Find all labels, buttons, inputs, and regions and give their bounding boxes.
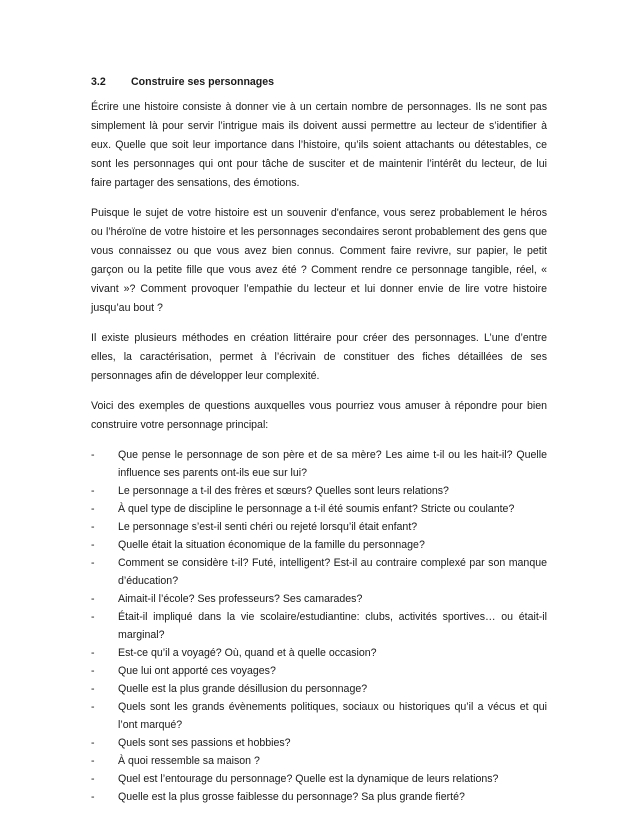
question-text: À quel type de discipline le personnage a t-il été soumis enfant? Stricte ou coulante? xyxy=(118,503,515,515)
question-text: Quels sont les grands évènements politiques, sociaux ou historiques qu’il a vécus et qui l’ont marqué? xyxy=(118,701,547,731)
list-item xyxy=(91,482,547,500)
bullet-dash: - xyxy=(91,503,95,515)
question-text: Quelle était la situation économique de la famille du personnage? xyxy=(118,539,425,551)
question-text: Quelle est la plus grande désillusion du personnage? xyxy=(118,683,368,695)
list-item xyxy=(91,500,547,518)
bullet-dash: - xyxy=(91,521,95,533)
question-text: À quoi ressemble sa maison ? xyxy=(118,755,260,767)
list-item xyxy=(91,446,547,482)
bullet-dash: - xyxy=(91,701,95,713)
section-heading xyxy=(91,73,547,92)
question-text: Est-ce qu’il a voyagé? Où, quand et à quelle occasion? xyxy=(118,647,377,659)
bullet-dash: - xyxy=(91,611,95,623)
bullet-dash: - xyxy=(91,593,95,605)
question-text: Comment se considère t-il? Futé, intelligent? Est-il au contraire complexé par son manque d’éducation? xyxy=(118,557,547,587)
question-text: Quels sont ses passions et hobbies? xyxy=(118,737,291,749)
question-text: Aimait-il l’école? Ses professeurs? Ses camarades? xyxy=(118,593,363,605)
bullet-dash: - xyxy=(91,665,95,677)
bullet-dash: - xyxy=(91,485,95,497)
list-item xyxy=(91,608,547,644)
section-title: Construire ses personnages xyxy=(131,76,275,88)
list-item xyxy=(91,536,547,554)
list-item xyxy=(91,680,547,698)
list-item xyxy=(91,770,547,788)
question-text: Que pense le personnage de son père et de sa mère? Les aime t-il ou les hait-il? Quelle influence ses parents ont-ils eue sur lui? xyxy=(118,449,547,479)
bullet-dash: - xyxy=(91,449,95,461)
list-item xyxy=(91,662,547,680)
bullet-dash: - xyxy=(91,737,95,749)
list-item xyxy=(91,734,547,752)
question-text: Quelle est la plus grosse faiblesse du personnage? Sa plus grande fierté? xyxy=(118,791,465,803)
bullet-dash: - xyxy=(91,755,95,767)
paragraph-intro: Écrire une histoire consiste à donner vie à un certain nombre de personnages. Ils ne sont pas simplement là pour servir l’intrigue mais ils doivent aussi permettre au lecteur de s’identifier à eux. Quelle que soit leur importance dans l’histoire, qu’ils soient attachants ou détestables, ce sont les personnages qui ont pour tâche de susciter et de maintenir l’intérêt du lecteur, de lui faire partager des sensations, des émotions. xyxy=(91,101,547,189)
bullet-dash: - xyxy=(91,773,95,785)
question-text: Le personnage a t-il des frères et sœurs? Quelles sont leurs relations? xyxy=(118,485,449,497)
bullet-dash: - xyxy=(91,539,95,551)
question-text: Le personnage s’est-il senti chéri ou rejeté lorsqu’il était enfant? xyxy=(118,521,418,533)
bullet-dash: - xyxy=(91,557,95,569)
bullet-dash: - xyxy=(91,647,95,659)
list-item xyxy=(91,590,547,608)
list-item xyxy=(91,788,547,806)
list-item xyxy=(91,518,547,536)
list-item xyxy=(91,644,547,662)
question-text: Quel est l’entourage du personnage? Quelle est la dynamique de leurs relations? xyxy=(118,773,499,785)
paragraph-childhood-memory: Puisque le sujet de votre histoire est un souvenir d'enfance, vous serez probablement le héros ou l’héroïne de votre histoire et les personnages secondaires seront probablement des gens que vous connaissez ou que vous avez bien connus. Comment faire revivre, sur papier, le petit garçon ou la petite fille que vous avez été ? Comment rendre ce personnage tangible, réel, « vivant »? Comment provoquer l’empathie du lecteur et lui donner envie de lire votre histoire jusqu’au bout ? xyxy=(91,207,547,314)
question-list xyxy=(91,446,547,806)
paragraph-questions-intro: Voici des exemples de questions auxquelles vous pourriez vous amuser à répondre pour bien construire votre personnage principal: xyxy=(91,400,547,431)
list-item xyxy=(91,698,547,734)
list-item xyxy=(91,554,547,590)
section-number: 3.2 xyxy=(91,76,106,88)
bullet-dash: - xyxy=(91,683,95,695)
bullet-dash: - xyxy=(91,791,95,803)
question-text: Que lui ont apporté ces voyages? xyxy=(118,665,276,677)
list-item xyxy=(91,752,547,770)
question-text: Était-il impliqué dans la vie scolaire/estudiantine: clubs, activités sportives… ou était-il marginal? xyxy=(118,611,547,641)
paragraph-methods: Il existe plusieurs méthodes en création littéraire pour créer des personnages. L’une d’entre elles, la caractérisation, permet à l’écrivain de constituer des fiches détaillées de ses personnages afin de développer leur complexité. xyxy=(91,332,547,382)
